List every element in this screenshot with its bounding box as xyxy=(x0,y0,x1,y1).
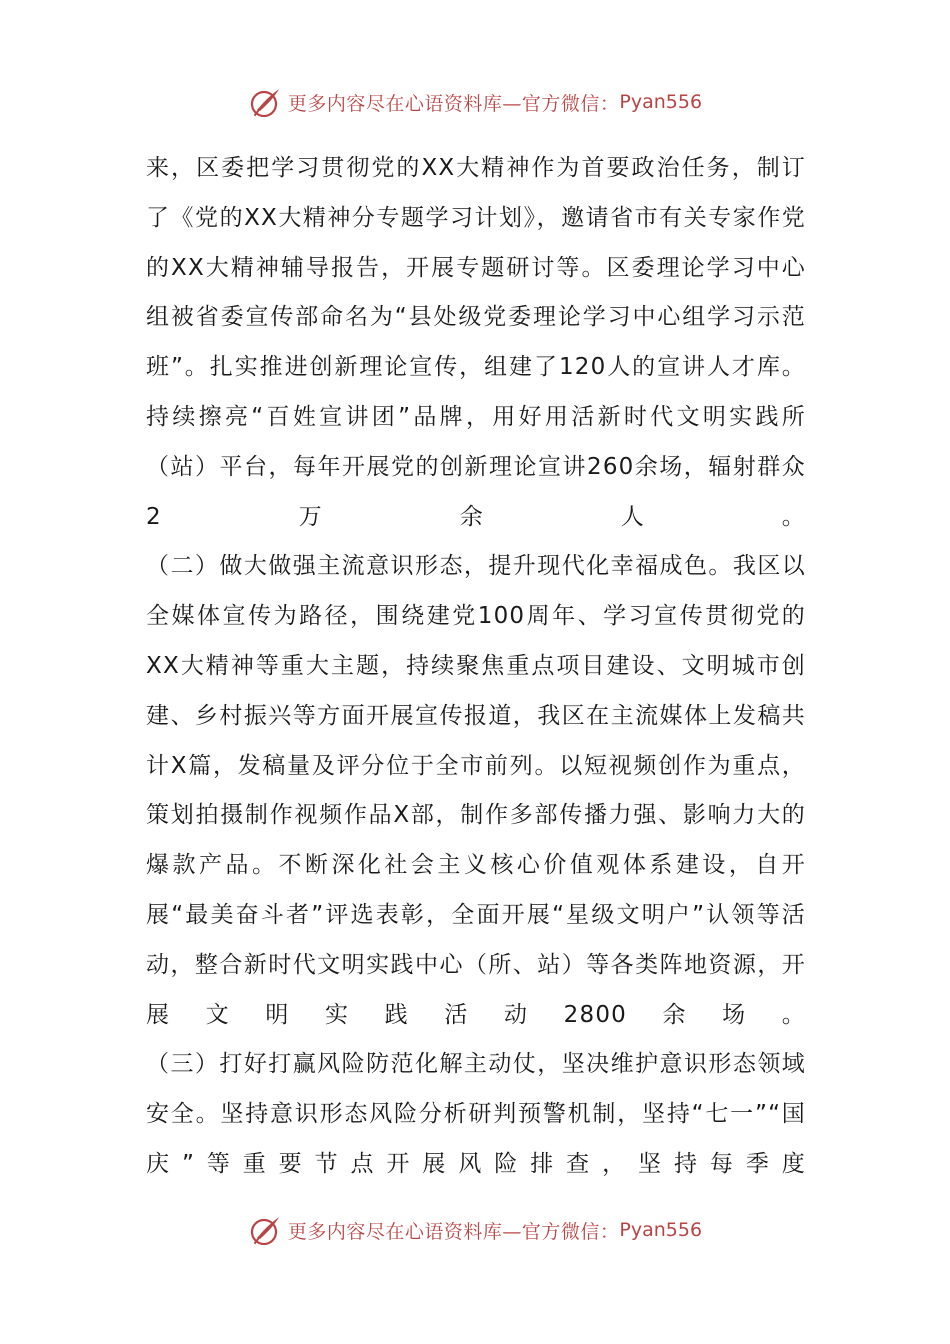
quill-logo-icon xyxy=(248,1212,284,1248)
header-watermark-banner xyxy=(0,82,950,122)
footer-watermark-wechat-id: Pyan556 xyxy=(619,1219,703,1241)
document-body xyxy=(146,144,806,1190)
quill-logo-icon xyxy=(248,84,284,120)
paragraph-mainstream-ideology: （二）做大做强主流意识形态，提升现代化幸福成色。我区以全媒体宣传为路径，围绕建党100周年、学习宣传贯彻党的XX大精神等重大主题，持续聚焦重点项目建设、文明城市创建、乡村振兴等方面开展宣传报道，我区在主流媒体上发稿共计X篇，发稿量及评分位于全市前列。以短视频创作为重点，策划拍摄制作视频作品X部，制作多部传播力强、影响力大的爆款产品。不断深化社会主义核心价值观体系建设，自开展“最美奋斗者”评选表彰，全面开展“星级文明户”认领等活动，整合新时代文明实践中心（所、站）等各类阵地资源，开展文明实践活动2800余场。 xyxy=(146,553,806,1028)
paragraph-theory-study: 来，区委把学习贯彻党的XX大精神作为首要政治任务，制订了《党的XX大精神分专题学习计划》，邀请省市有关专家作党的XX大精神辅导报告，开展专题研讨等。区委理论学习中心组被省委宣传部命名为“县处级党委理论学习中心组学习示范班”。扎实推进创新理论宣传，组建了120人的宣讲人才库。持续擦亮“百姓宣讲团”品牌，用好用活新时代文明实践所（站）平台，每年开展党的创新理论宣讲260余场，辐射群众2万余人。 xyxy=(146,155,806,530)
header-watermark-text: 更多内容尽在心语资料库—官方微信： xyxy=(287,92,620,115)
paragraph-risk-prevention: （三）打好打赢风险防范化解主动仗，坚决维护意识形态领域安全。坚持意识形态风险分析研判预警机制，坚持“七一”“国庆”等重要节点开展风险排查，坚持每季度 xyxy=(146,1051,806,1177)
footer-watermark-banner xyxy=(0,1210,950,1250)
footer-watermark-text: 更多内容尽在心语资料库—官方微信： xyxy=(287,1220,620,1243)
header-watermark-wechat-id: Pyan556 xyxy=(619,91,703,113)
